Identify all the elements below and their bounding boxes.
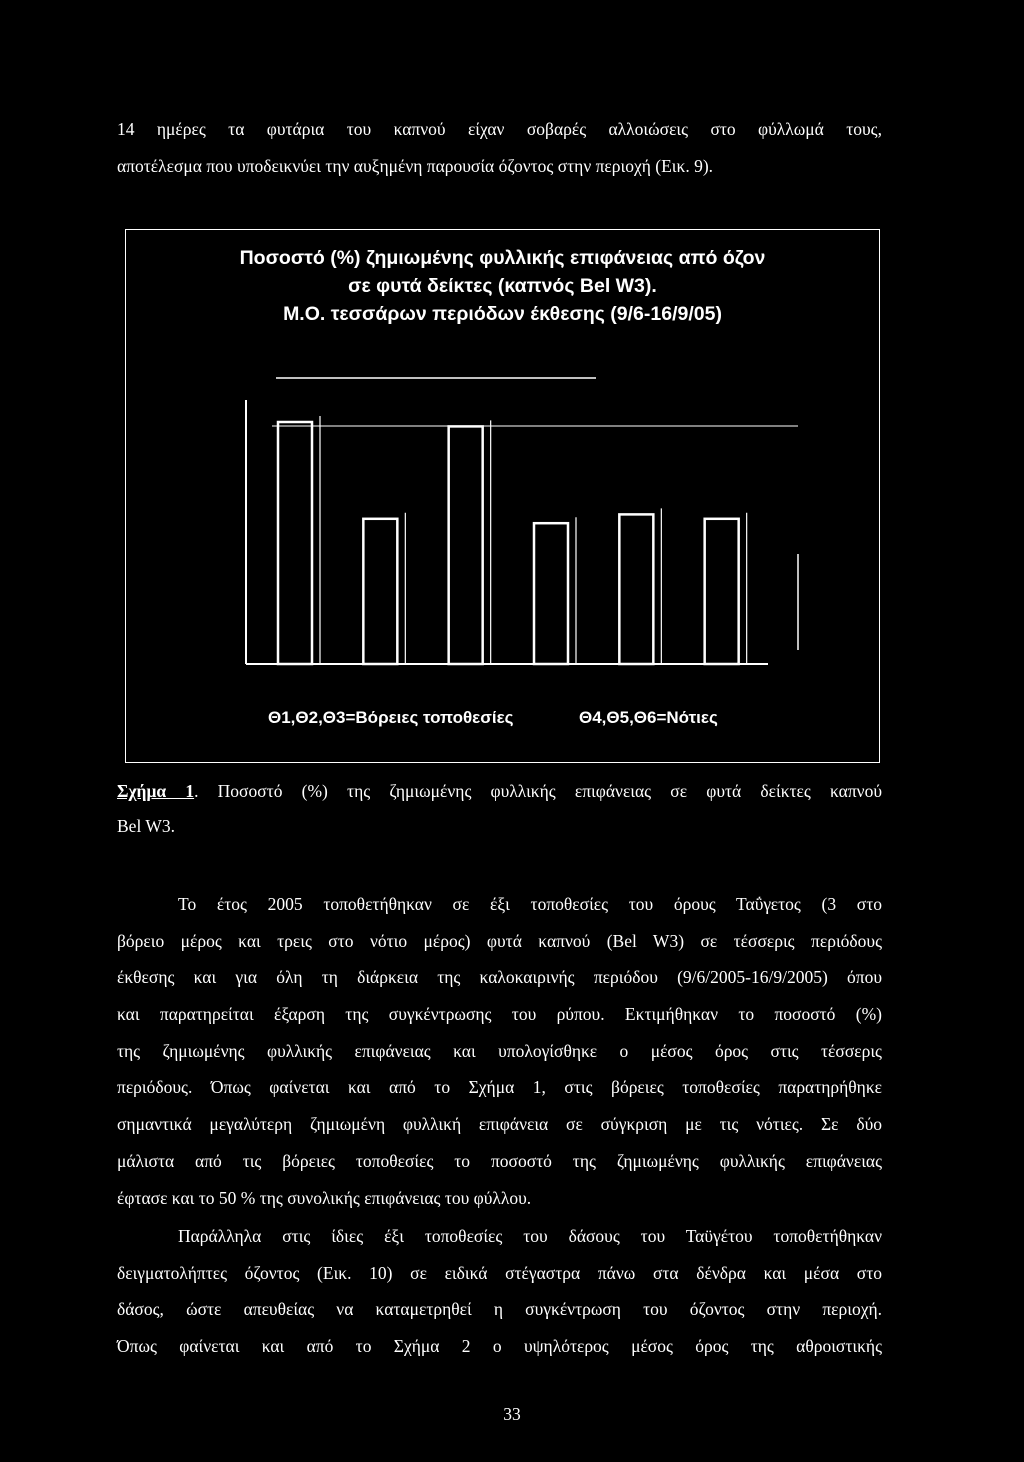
figure-caption — [117, 774, 882, 843]
paragraph-line: έφτασε και το 50 % της συνολικής επιφάνειας του φύλλου. — [117, 1187, 532, 1208]
body-paragraph-2 — [117, 886, 882, 1216]
bar-Θ6 — [705, 519, 739, 664]
paragraph-line: περιόδους. Όπως φαίνεται και από το Σχήμα 1, στις βόρειες τοποθεσίες παρατηρήθηκε — [117, 1077, 882, 1098]
bar-Θ3 — [449, 426, 483, 664]
chart-frame — [125, 229, 880, 763]
chart-title-line: σε φυτά δείκτες (καπνός Bel W3). — [348, 275, 657, 297]
paragraph-line: Παράλληλα στις ίδιες έξι τοποθεσίες του δάσους του Ταϋγέτου τοποθετήθηκαν — [178, 1226, 882, 1246]
x-axis-label-north: Θ1,Θ2,Θ3=Βόρειες τοποθεσίες — [268, 708, 514, 727]
page-number: 33 — [503, 1404, 521, 1424]
intro-line: αποτέλεσμα που υποδεικνύει την αυξημένη παρουσία όζοντος στην περιοχή (Εικ. 9). — [117, 156, 714, 176]
bar-Θ4 — [534, 523, 568, 664]
figure-label: Σχήμα 1 — [117, 781, 195, 801]
x-axis-label-south: Θ4,Θ5,Θ6=Νότιες — [579, 708, 718, 727]
paragraph-line: Το έτος 2005 τοποθετήθηκαν σε έξι τοποθεσίες του όρους Ταΰγετος (3 στο — [178, 894, 882, 914]
intro-line: 14 ημέρες τα φυτάρια του καπνού είχαν σοβαρές αλλοιώσεις στο φύλλωμά τους, — [117, 119, 882, 139]
paragraph-line: της ζημιωμένης φυλλικής επιφάνειας και υπολογίσθηκε ο μέσος όρος στις τέσσερις — [117, 1040, 882, 1061]
bar-chart — [126, 230, 878, 760]
bar-Θ2 — [363, 519, 397, 664]
paragraph-line: δειγματολήπτες όζοντος (Εικ. 10) σε ειδικά στέγαστρα πάνω στα δένδρα και μέσα στο — [117, 1262, 882, 1283]
body-paragraph-3 — [117, 1218, 882, 1365]
caption-line-2: Bel W3. — [117, 815, 176, 836]
caption-line-1 — [117, 774, 882, 809]
paragraph-line: και παρατηρείται έξαρση της συγκέντρωσης του ρύπου. Εκτιμήθηκαν το ποσοστό (%) — [117, 1004, 882, 1025]
chart-title-line: Ποσοστό (%) ζημιωμένης φυλλικής επιφάνειας από όζον — [239, 247, 766, 269]
bar-Θ5 — [619, 514, 653, 664]
bar-Θ1 — [278, 422, 312, 664]
chart-title-line: Μ.Ο. τεσσάρων περιόδων έκθεσης (9/6-16/9/05) — [283, 303, 722, 325]
paragraph-line: έκθεσης και για όλη τη διάρκεια της καλοκαιρινής περιόδου (9/6/2005-16/9/2005) όπου — [117, 967, 882, 988]
paragraph-line: βόρειο μέρος και τρεις στο νότιο μέρος) φυτά καπνού (Bel W3) σε τέσσερις περιόδους — [117, 930, 882, 951]
caption-text: . Ποσοστό (%) της ζημιωμένης φυλλικής επιφάνειας σε φυτά δείκτες καπνού — [194, 781, 883, 801]
paragraph-line: Όπως φαίνεται και από το Σχήμα 2 ο υψηλότερος μέσος όρος της αθροιστικής — [117, 1336, 882, 1357]
paragraph-line: μάλιστα από τις βόρειες τοποθεσίες το ποσοστό της ζημιωμένης φυλλικής επιφάνειας — [117, 1150, 882, 1171]
paragraph-line: σημαντικά μεγαλύτερη ζημιωμένη φυλλική επιφάνεια σε σύγκριση με τις νότιες. Σε δύο — [117, 1114, 882, 1135]
intro-paragraph — [117, 111, 882, 185]
paragraph-line: δάσος, ώστε απευθείας να καταμετρηθεί η συγκέντρωση του όζοντος στην περιοχή. — [117, 1299, 882, 1320]
